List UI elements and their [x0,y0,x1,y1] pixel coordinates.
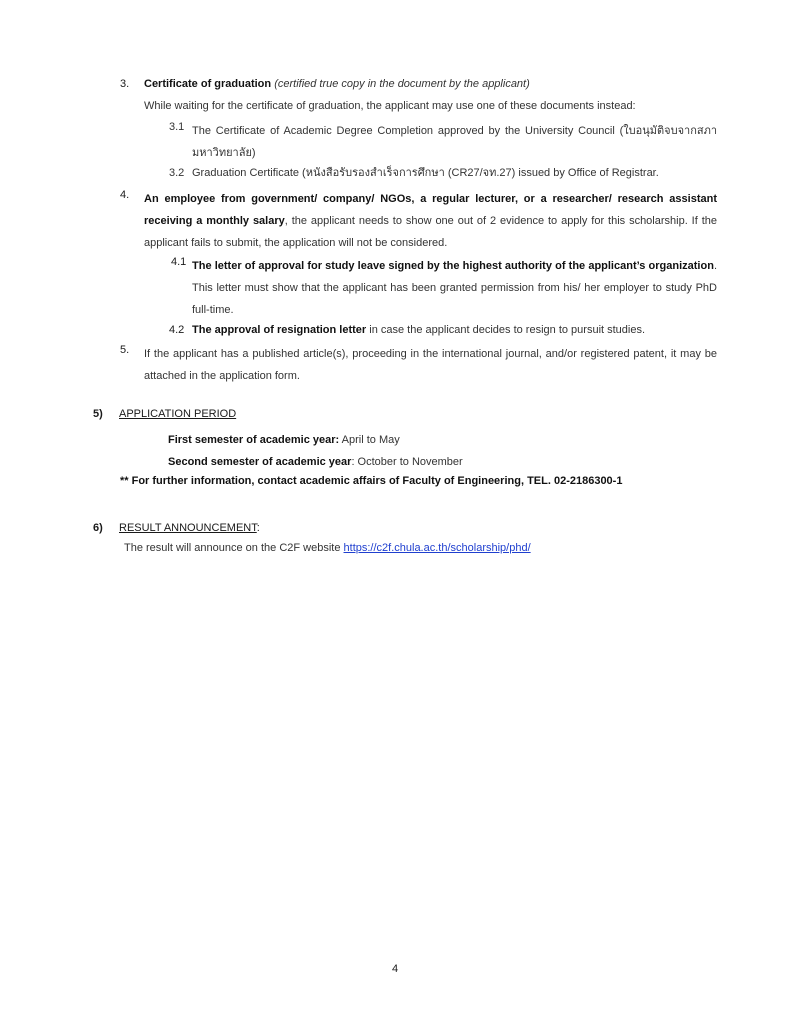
first-semester-value: April to May [341,434,400,446]
item-4-rest: , the applicant needs to show one out of 2 evidence to apply for this scholarship. If the applicant fails to submit, the application will not be considered. [144,215,717,249]
item-3-heading [144,77,530,91]
item-4-bold: An employee from government/ company/ NGOs, a regular lecturer, or a researcher/ research assistant receiving a monthly salary [144,193,717,227]
item-4-1-bold: The letter of approval for study leave signed by the highest authority of the applicant’s organization [192,260,714,272]
item-4-text [144,188,717,254]
item-4-2-rest: in case the applicant decides to resign to pursuit studies. [366,324,646,336]
result-text: The result will announce on the C2F website [124,542,344,554]
item-4-2-bold: The approval of resignation letter [192,324,367,336]
item-3-intro: While waiting for the certificate of graduation, the applicant may use one of these documents instead: [144,100,636,112]
item-5-text: If the applicant has a published article(s), proceeding in the international journal, and/or registered patent, it may be attached in the application form. [144,348,717,382]
first-semester-row [168,433,400,447]
first-semester-label: First semester of academic year: [168,434,340,446]
item-4-2-text [192,323,645,337]
item-4-1-number: 4.1 [171,256,187,268]
contact-note: ** For further information, contact academic affairs of Faculty of Engineering, TEL. 02-2186300-1 [120,475,623,487]
second-semester-value: : October to November [351,456,463,468]
item-5-number: 5. [120,344,130,356]
item-3-1-text: The Certificate of Academic Degree Completion approved by the University Council (ใบอนุมัติจบจากสภามหาวิทยาลัย) [192,125,717,159]
item-3-2-number: 3.2 [169,167,185,179]
item-3-number: 3. [120,78,130,90]
section-6-colon: : [256,522,260,534]
section-6-title: RESULT ANNOUNCEMENT [119,522,257,534]
section-5-title: APPLICATION PERIOD [119,408,237,420]
item-4-1-text [192,255,717,321]
section-6-number: 6) [93,522,103,534]
second-semester-label: Second semester of academic year [168,456,352,468]
item-4-2-number: 4.2 [169,324,185,336]
item-3-title: Certificate of graduation [144,78,272,90]
item-3-note: (certified true copy in the document by the applicant) [274,78,530,90]
section-5-number: 5) [93,408,103,420]
item-3-2-text: Graduation Certificate (หนังสือรับรองสำเร็จการศึกษา (CR27/จท.27) issued by Office of Registrar. [192,167,659,179]
page-number: 4 [392,963,399,975]
c2f-website-link[interactable]: https://c2f.chula.ac.th/scholarship/phd/ [343,542,531,554]
item-4-1-rest: . This letter must show that the applicant has been granted permission from his/ her employer to study PhD full-time. [192,260,717,316]
second-semester-row [168,455,463,469]
result-line [124,541,531,555]
item-4-number: 4. [120,189,130,201]
section-6-heading [119,521,260,535]
item-3-1-number: 3.1 [169,121,185,133]
